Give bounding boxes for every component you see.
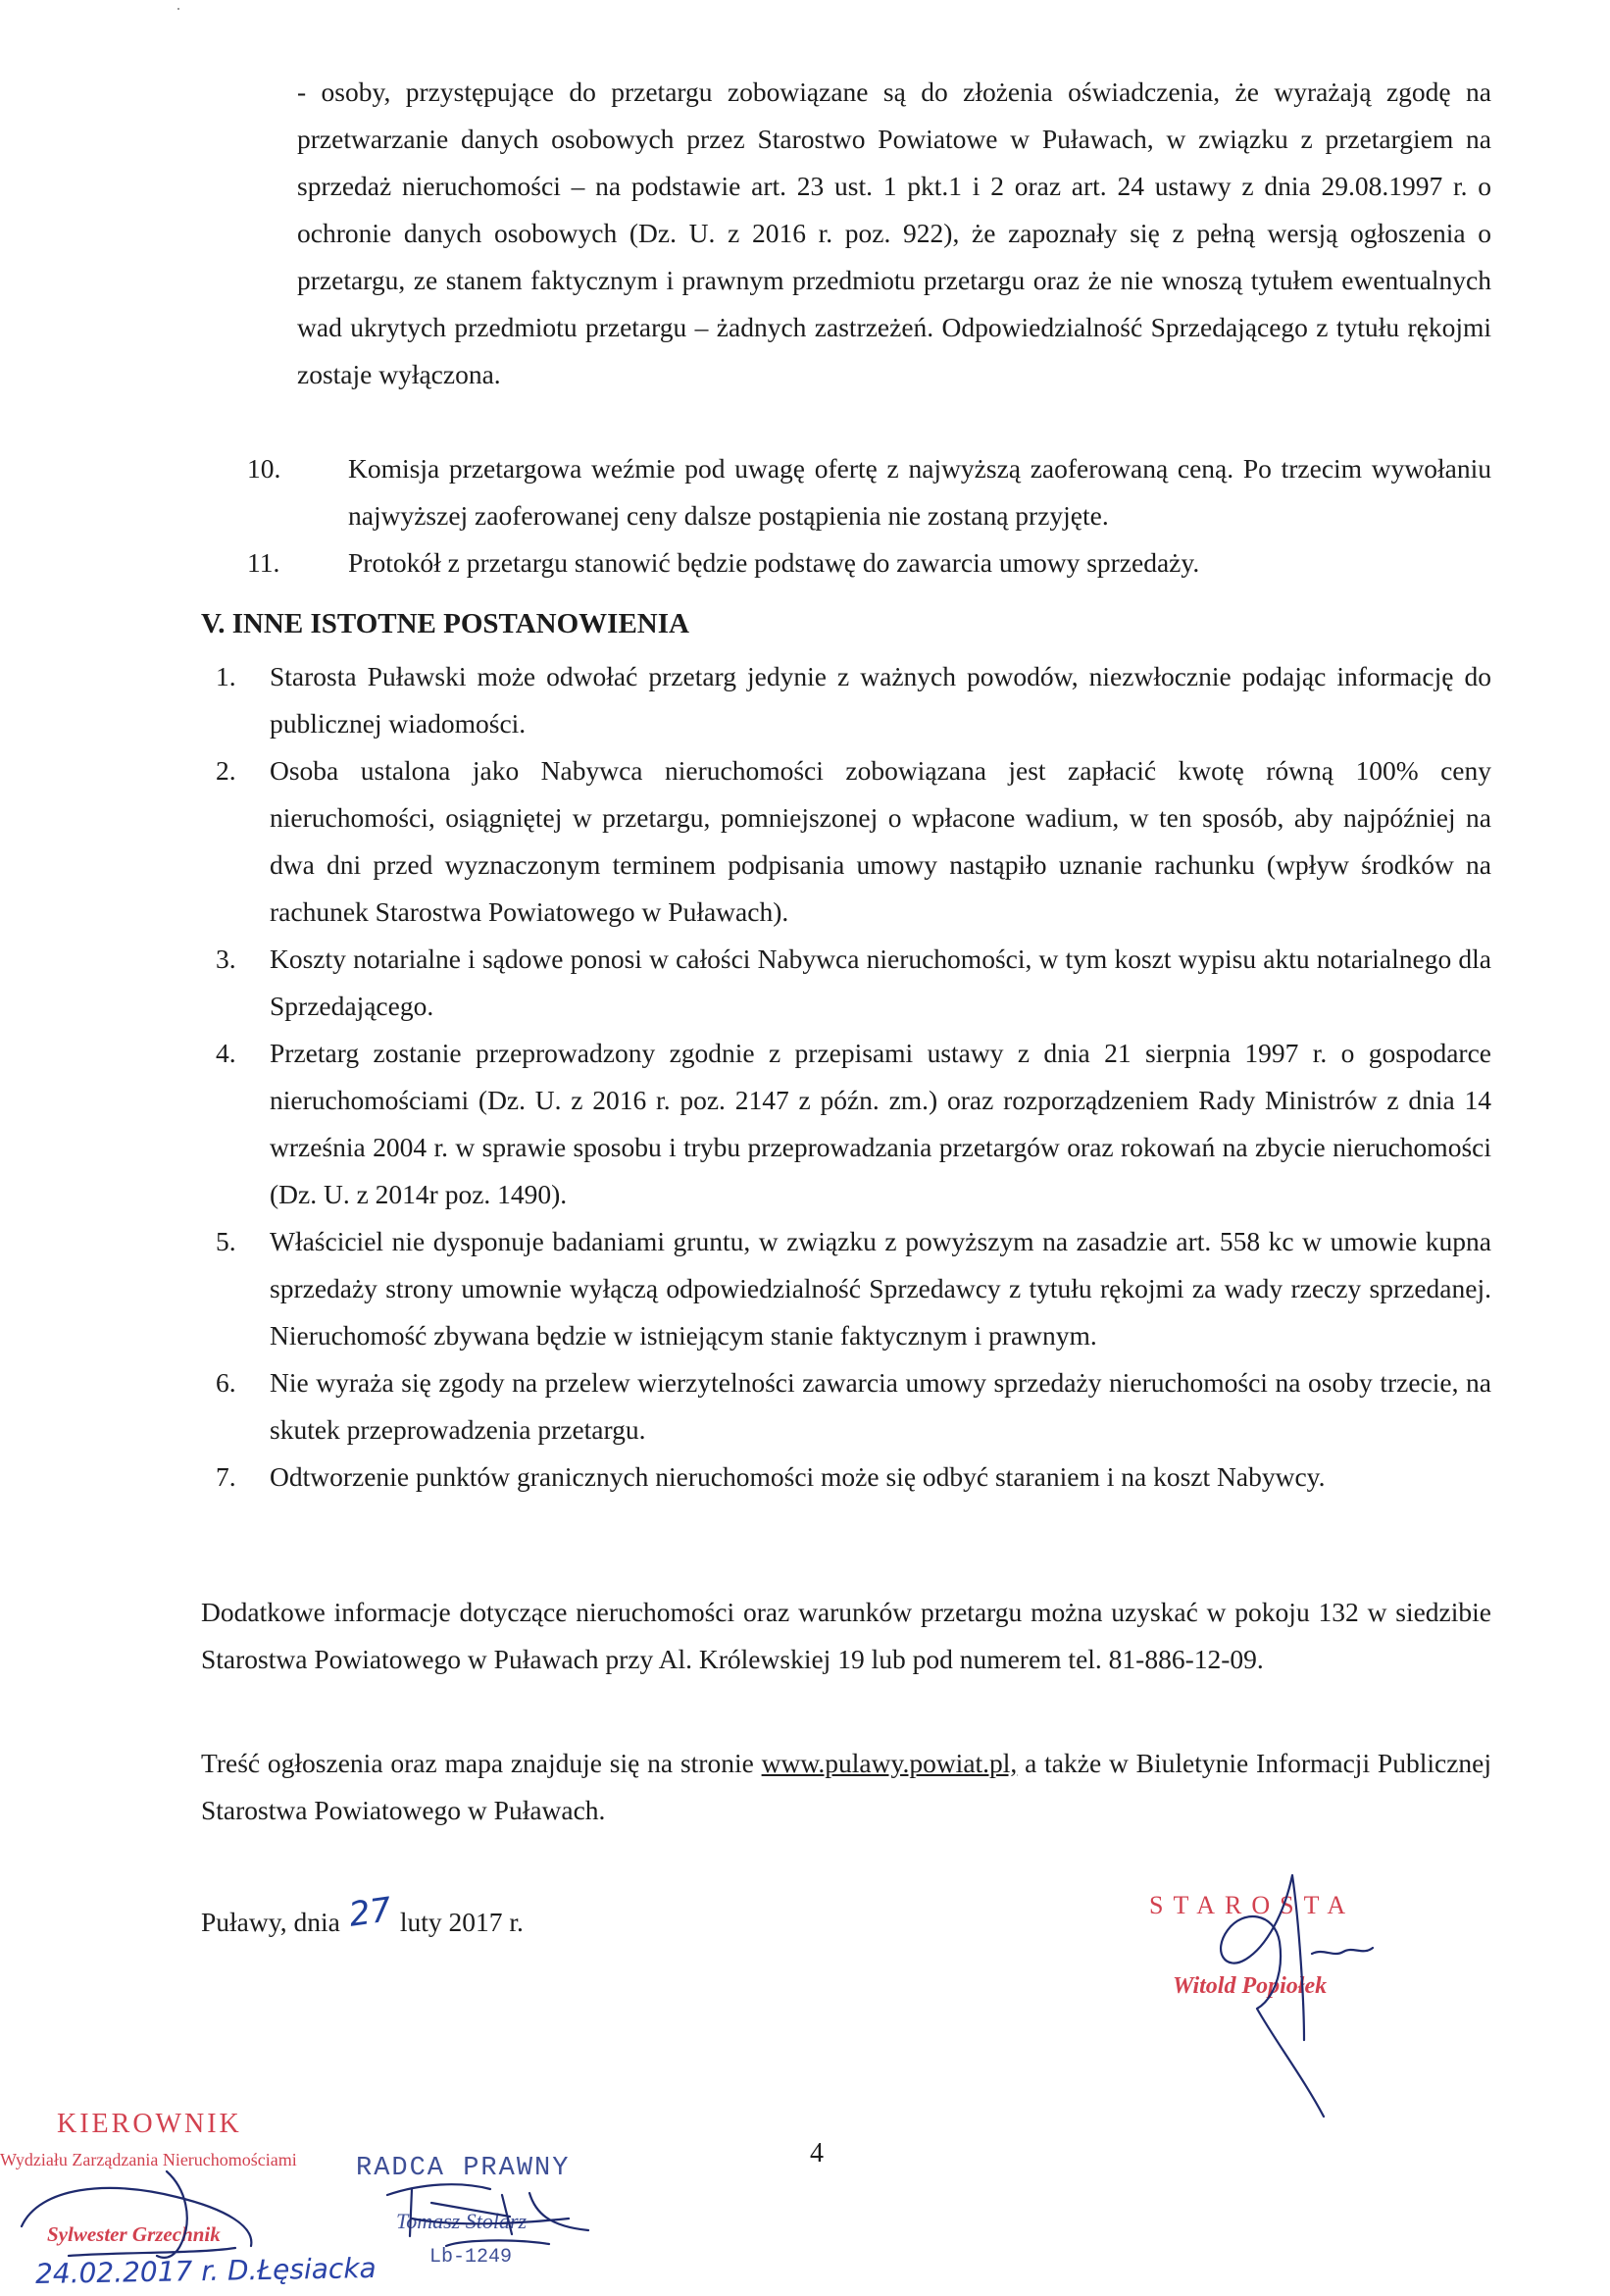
date-line: [201, 1890, 524, 1940]
handwritten-note: 24.02.2017 r. D.Łęsiacka: [34, 2251, 377, 2291]
item-text: Odtworzenie punktów granicznych nieruchomości może się odbyć staraniem i na koszt Nabywcy.: [270, 1461, 1326, 1492]
item-number: 6.: [216, 1367, 236, 1398]
item-number: 10.: [247, 453, 281, 484]
date-prefix: Puławy, dnia: [201, 1907, 347, 1937]
radca-stamp-name: Tomasz Stolarz: [396, 2209, 528, 2233]
continuation-text: - osoby, przystępujące do przetargu zobowiązane są do złożenia oświadczenia, że wyrażają zgodę na przetwarzanie danych osobowych przez Starostwo Powiatowe w Puławach, w związku z przetargiem na sprzedaż nieruchomości – na podstawie art. 23 ust. 1 pkt.1 i 2 oraz art. 24 ustawy z dnia 29.08.1997 r. o ochronie danych osobowych (Dz. U. z 2016 r. poz. 922), że zapoznały się z pełną wersją ogłoszenia o przetargu, ze stanem faktycznym i prawnym przedmiotu przetargu oraz że nie wnoszą tytułem ewentualnych wad ukrytych przedmiotu przetargu – żadnych zastrzeżeń. Odpowiedzialność Sprzedającego z tytułu rękojmi zostaje wyłączona.: [297, 77, 1491, 389]
item-text: Starosta Puławski może odwołać przetarg jedynie z ważnych powodów, niezwłocznie podając informację do publicznej wiadomości.: [270, 661, 1491, 739]
kierownik-stamp-name: Sylwester Grzechnik: [47, 2222, 221, 2246]
continuation-paragraph: [297, 69, 1491, 398]
section-heading: V. INNE ISTOTNE POSTANOWIENIA: [201, 608, 689, 639]
website-text-before: Treść ogłoszenia oraz mapa znajduje się na stronie: [201, 1748, 762, 1778]
item-text: Właściciel nie dysponuje badaniami gruntu, w związku z powyższym na zasadzie art. 558 kc w umowie kupna sprzedaży strony umownie wyłączą odpowiedzialność Sprzedawcy z tytułu rękojmi za wady rzeczy sprzedanej. Nieruchomość zbywana będzie w istniejącym stanie faktycznym i prawnym.: [270, 1226, 1491, 1351]
item-number: 2.: [216, 755, 236, 786]
item-number: 7.: [216, 1461, 236, 1492]
item-number: 1.: [216, 661, 236, 691]
item-text: Osoba ustalona jako Nabywca nieruchomości zobowiązana jest zapłacić kwotę równą 100% ceny nieruchomości, osiągniętej w przetargu, pomniejszonej o wpłacone wadium, w ten sposób, aby najpóźniej na dwa dni przed wyznaczonym terminem podpisania umowy nastąpiło uznanie rachunku (wpływ środków na rachunek Starostwa Powiatowego w Puławach).: [270, 755, 1491, 927]
additional-info-paragraph: Dodatkowe informacje dotyczące nieruchomości oraz warunków przetargu można uzyskać w pokoju 132 w siedzibie Starostwa Powiatowego w Puławach przy Al. Królewskiej 19 lub pod numerem tel. 81-886-12-09.: [201, 1597, 1491, 1674]
list-item: [196, 539, 1491, 587]
list-item: [201, 936, 1491, 1030]
starosta-stamp-name: Witold Popiołek: [1173, 1973, 1328, 1999]
website-paragraph: [201, 1740, 1491, 1834]
radca-stamp-title: RADCA PRAWNY: [356, 2154, 571, 2183]
list-item: [201, 747, 1491, 936]
list-item: [201, 653, 1491, 747]
page-number: 4: [810, 2138, 824, 2168]
list-item: [201, 1030, 1491, 1218]
list-item: [201, 1454, 1491, 1501]
kierownik-stamp-department: Wydziału Zarządzania Nieruchomościami: [0, 2150, 297, 2169]
list-item: [201, 1218, 1491, 1359]
date-suffix: luty 2017 r.: [392, 1907, 524, 1937]
website-link[interactable]: www.pulawy.powiat.pl,: [761, 1748, 1018, 1778]
radca-stamp-code: Lb-1249: [429, 2246, 513, 2269]
item-text: Protokół z przetargu stanowić będzie podstawę do zawarcia umowy sprzedaży.: [348, 547, 1200, 578]
item-number: 11.: [247, 547, 280, 578]
item-text: Przetarg zostanie przeprowadzony zgodnie z przepisami ustawy z dnia 21 sierpnia 1997 r. o gospodarce nieruchomościami (Dz. U. z 2016 r. poz. 2147 z późn. zm.) oraz rozporządzeniem Rady Ministrów z dnia 14 września 2004 r. w sprawie sposobu i trybu przeprowadzania przetargów oraz rokowań na zbycie nieruchomości (Dz. U. z 2014r poz. 1490).: [270, 1038, 1491, 1209]
item-number: 3.: [216, 944, 236, 974]
item-number: 4.: [216, 1038, 236, 1068]
section-v-list: [201, 653, 1491, 1501]
website-text-after: a także w Biuletynie Informacji Publicznej Starostwa Powiatowego w Puławach.: [201, 1748, 1491, 1825]
section-iv-list: [196, 445, 1491, 587]
scan-speck: [177, 8, 179, 10]
kierownik-stamp-title: KIEROWNIK: [57, 2109, 242, 2139]
item-number: 5.: [216, 1226, 236, 1256]
starosta-stamp-title: STAROSTA: [1149, 1891, 1356, 1919]
item-text: Koszty notarialne i sądowe ponosi w całości Nabywca nieruchomości, w tym koszt wypisu aktu notarialnego dla Sprzedającego.: [270, 944, 1491, 1021]
item-text: Nie wyraża się zgody na przelew wierzytelności zawarcia umowy sprzedaży nieruchomości na osoby trzecie, na skutek przeprowadzenia przetargu.: [270, 1367, 1491, 1445]
list-item: [196, 445, 1491, 539]
item-text: Komisja przetargowa weźmie pod uwagę ofertę z najwyższą zaoferowaną ceną. Po trzecim wywołaniu najwyższej zaoferowanej ceny dalsze postąpienia nie zostaną przyjęte.: [348, 453, 1491, 531]
list-item: [201, 1359, 1491, 1454]
handwritten-day: 27: [346, 1890, 394, 1935]
